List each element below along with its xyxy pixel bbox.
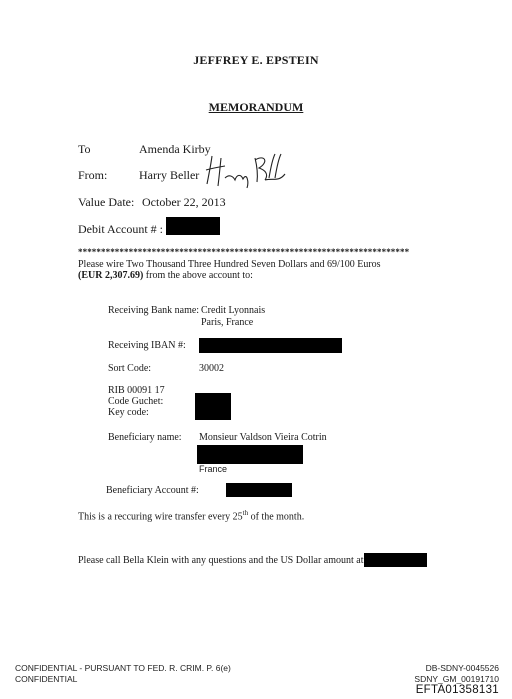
sort-code-value: 30002 [199,363,224,374]
to-value: Amenda Kirby [139,142,211,156]
redaction-rib-details [195,393,231,420]
iban-label: Receiving IBAN #: [108,340,186,351]
bates-number: EFTA01358131 [415,684,499,696]
from-value: Harry Beller [139,168,200,182]
wire-instruction-rest: from the above account to: [143,270,253,281]
redaction-beneficiary-account [226,483,292,497]
footer-db-sdny-number: DB-SDNY-0045526 [425,663,499,673]
redaction-beneficiary-address [197,445,303,464]
call-note: Please call Bella Klein with any questions and the US Dollar amount at [78,555,364,566]
rib-label: RIB 00091 17 [108,385,165,396]
from-label: From: [78,168,108,182]
bank-name-value: Credit Lyonnais [201,305,266,316]
beneficiary-name-label: Beneficiary name: [108,432,182,443]
redaction-debit-account [166,217,220,235]
code-guchet-label: Code Guchet: [108,396,164,407]
wire-instruction-line2 [78,270,253,281]
key-code-label: Key code: [108,407,149,418]
footer-confidential-line1: CONFIDENTIAL - PURSUANT TO FED. R. CRIM. P. 6(e) [15,663,231,673]
recurring-note-post: of the month. [248,511,305,523]
to-label: To [78,142,91,156]
redaction-phone-number [364,553,427,567]
beneficiary-name-value: Monsieur Valdson Vieira Cotrin [199,432,327,443]
asterisk-separator: ************************************************************************ [78,247,410,257]
bank-city: Paris, France [201,317,254,328]
wire-amount: (EUR 2,307.69) [78,270,144,281]
recurring-note-pre: This is a reccuring wire transfer every 25 [78,511,243,523]
letterhead: JEFFREY E. EPSTEIN [193,53,319,67]
footer-confidential-line2: CONFIDENTIAL [15,674,78,684]
footer-sdny-gm-number: SDNY_GM_00191710 [414,674,499,684]
beneficiary-country: France [199,464,228,474]
redaction-iban [199,338,342,353]
recurring-note [78,509,304,522]
bank-name-label: Receiving Bank name: [108,305,200,316]
document-title: MEMORANDUM [208,100,304,114]
beneficiary-account-label: Beneficiary Account #: [106,485,199,496]
value-date-value: October 22, 2013 [142,195,226,209]
recurring-note-sup: th [242,509,249,517]
handwritten-signature [203,152,287,190]
sort-code-label: Sort Code: [108,363,152,374]
value-date-label: Value Date: [78,195,135,209]
debit-account-label: Debit Account # : [78,222,163,236]
wire-instruction-line1: Please wire Two Thousand Three Hundred Seven Dollars and 69/100 Euros [78,259,381,270]
